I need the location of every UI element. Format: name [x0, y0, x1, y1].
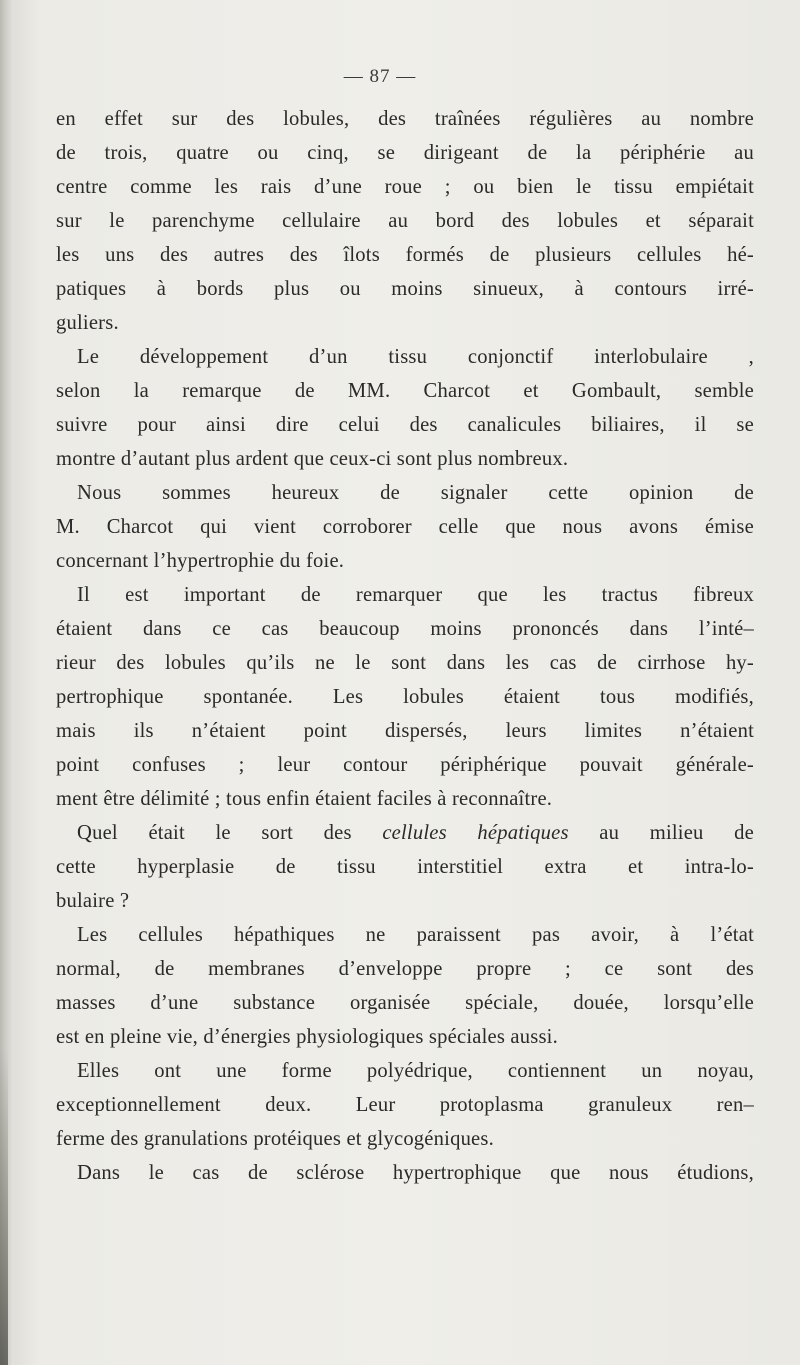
text-line: Il est important de remarquer que les tractus fibreux	[77, 584, 754, 606]
text-line: concernant l’hypertrophie du foie.	[56, 550, 345, 572]
text-line: sur le parenchyme cellulaire au bord des lobules et séparait	[56, 210, 754, 232]
text-line: étaient dans ce cas beaucoup moins prononcés dans l’inté–	[56, 618, 754, 640]
text-line: normal, de membranes d’enveloppe propre ; ce sont des	[56, 958, 754, 980]
text-line: cette hyperplasie de tissu interstitiel extra et intra-lo-	[56, 856, 754, 878]
text-line: point confuses ; leur contour périphérique pouvait générale-	[56, 754, 754, 776]
text-line: patiques à bords plus ou moins sinueux, à contours irré-	[56, 278, 754, 300]
text-line: Nous sommes heureux de signaler cette opinion de	[77, 482, 754, 504]
text-line: centre comme les rais d’une roue ; ou bien le tissu empiétait	[56, 176, 754, 198]
text-line: montre d’autant plus ardent que ceux-ci sont plus nombreux.	[56, 448, 569, 470]
text-line: M. Charcot qui vient corroborer celle que nous avons émise	[56, 516, 754, 538]
page-number: — 87 —	[343, 66, 417, 87]
text-line: de trois, quatre ou cinq, se dirigeant de la périphérie au	[56, 142, 754, 164]
text-line	[56, 816, 754, 850]
text-line: exceptionnellement deux. Leur protoplasma granuleux ren–	[56, 1094, 754, 1116]
text-line: mais ils n’étaient point dispersés, leurs limites n’étaient	[56, 720, 754, 742]
text-segment: au milieu de	[568, 822, 754, 844]
body-text	[56, 102, 754, 1190]
text-line: Dans le cas de sclérose hypertrophique que nous étudions,	[77, 1162, 754, 1184]
text-line: ment être délimité ; tous enfin étaient faciles à reconnaître.	[56, 788, 553, 810]
text-line: pertrophique spontanée. Les lobules étaient tous modifiés,	[56, 686, 754, 708]
text-line: masses d’une substance organisée spéciale, douée, lorsqu’elle	[56, 992, 754, 1014]
text-line: bulaire ?	[56, 890, 130, 912]
text-line: guliers.	[56, 312, 119, 334]
text-line: rieur des lobules qu’ils ne le sont dans les cas de cirrhose hy-	[56, 652, 754, 674]
italic-term: cellules hépatiques	[382, 822, 569, 844]
text-segment: Quel était le sort des	[77, 822, 383, 844]
text-line: est en pleine vie, d’énergies physiologiques spéciales aussi.	[56, 1026, 558, 1048]
text-line: Elles ont une forme polyédrique, contiennent un noyau,	[77, 1060, 754, 1082]
text-line: suivre pour ainsi dire celui des canalicules biliaires, il se	[56, 414, 754, 436]
text-line: selon la remarque de MM. Charcot et Gombault, semble	[56, 380, 754, 402]
text-line: Le développement d’un tissu conjonctif interlobulaire ,	[77, 346, 754, 368]
text-line: les uns des autres des îlots formés de plusieurs cellules hé-	[56, 244, 754, 266]
text-line: ferme des granulations protéiques et glycogéniques.	[56, 1128, 494, 1150]
text-line: en effet sur des lobules, des traînées régulières au nombre	[56, 108, 754, 130]
spine-dark-edge	[0, 1050, 8, 1365]
text-line: Les cellules hépathiques ne paraissent pas avoir, à l’état	[77, 924, 754, 946]
